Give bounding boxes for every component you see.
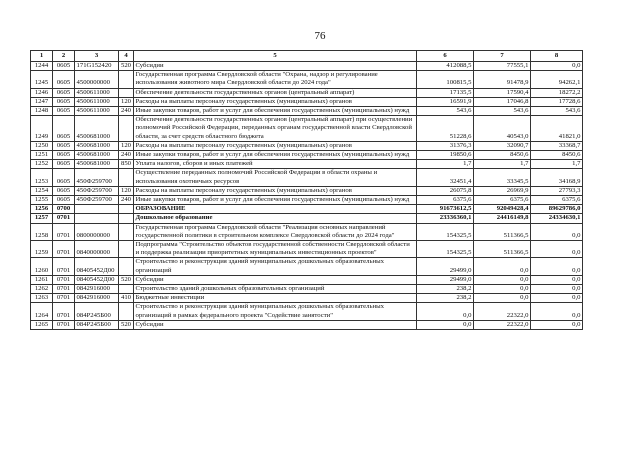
amount-col8-cell: 27793,3 — [531, 186, 583, 195]
row-number-cell: 1251 — [31, 151, 53, 160]
table-row — [31, 241, 583, 258]
section-code-cell: 0701 — [53, 241, 75, 258]
row-number-cell: 1260 — [31, 258, 53, 275]
table-row — [31, 141, 583, 150]
expense-type-cell: 520 — [119, 275, 134, 284]
amount-col8-cell: 6375,6 — [531, 196, 583, 205]
amount-col6-cell: 19850,6 — [417, 151, 474, 160]
row-number-cell: 1257 — [31, 214, 53, 223]
target-code-cell: 08405452Д00 — [75, 275, 119, 284]
section-code-cell: 0701 — [53, 303, 75, 320]
target-code-cell: 450Ф259700 — [75, 169, 119, 186]
target-code-cell: 08405452Д00 — [75, 258, 119, 275]
amount-col8-cell: 1,7 — [531, 160, 583, 169]
expense-type-cell: 520 — [119, 320, 134, 329]
amount-col7-cell: 0,0 — [474, 275, 531, 284]
amount-col8-cell: 0,0 — [531, 223, 583, 240]
column-header: 2 — [53, 51, 75, 62]
amount-col7-cell: 33345,5 — [474, 169, 531, 186]
expense-type-cell: 240 — [119, 107, 134, 116]
table-row — [31, 320, 583, 329]
amount-col7-cell: 24416149,8 — [474, 214, 531, 223]
column-header: 6 — [417, 51, 474, 62]
amount-col6-cell: 26075,8 — [417, 186, 474, 195]
row-number-cell: 1254 — [31, 186, 53, 195]
column-header: 5 — [134, 51, 417, 62]
expense-type-cell: 520 — [119, 62, 134, 71]
table-row — [31, 97, 583, 106]
table-row — [31, 258, 583, 275]
target-code-cell: 0840000000 — [75, 241, 119, 258]
column-header: 1 — [31, 51, 53, 62]
expense-type-cell — [119, 223, 134, 240]
amount-col6-cell: 412088,5 — [417, 62, 474, 71]
expense-type-cell — [119, 214, 134, 223]
table-row — [31, 223, 583, 240]
amount-col6-cell: 238,2 — [417, 294, 474, 303]
row-number-cell: 1246 — [31, 88, 53, 97]
expense-type-cell: 120 — [119, 141, 134, 150]
target-code-cell: 084Р245Б00 — [75, 320, 119, 329]
table-row — [31, 205, 583, 214]
amount-col6-cell: 31376,3 — [417, 141, 474, 150]
expense-type-cell: 120 — [119, 186, 134, 195]
amount-col8-cell: 0,0 — [531, 241, 583, 258]
item-name-cell: Иные закупки товаров, работ и услуг для обеспечения государственных (муниципальных) нужд — [134, 196, 417, 205]
section-code-cell: 0701 — [53, 285, 75, 294]
expense-type-cell: 410 — [119, 294, 134, 303]
row-number-cell: 1263 — [31, 294, 53, 303]
row-number-cell: 1253 — [31, 169, 53, 186]
column-header: 7 — [474, 51, 531, 62]
amount-col6-cell: 154325,5 — [417, 241, 474, 258]
amount-col7-cell: 17590,4 — [474, 88, 531, 97]
table-row — [31, 151, 583, 160]
row-number-cell: 1265 — [31, 320, 53, 329]
target-code-cell: 4500000000 — [75, 71, 119, 88]
amount-col6-cell: 0,0 — [417, 320, 474, 329]
item-name-cell: Государственная программа Свердловской области "Охрана, надзор и регулирование использования животного мира Свердловской области до 2024 года" — [134, 71, 417, 88]
amount-col6-cell: 29499,0 — [417, 275, 474, 284]
amount-col6-cell: 1,7 — [417, 160, 474, 169]
page-number: 76 — [314, 30, 326, 42]
amount-col6-cell: 91673612,5 — [417, 205, 474, 214]
target-code-cell: 450Ф259700 — [75, 196, 119, 205]
item-name-cell: Уплата налогов, сборов и иных платежей — [134, 160, 417, 169]
amount-col8-cell: 0,0 — [531, 294, 583, 303]
table-row — [31, 169, 583, 186]
amount-col6-cell: 238,2 — [417, 285, 474, 294]
amount-col7-cell: 8450,6 — [474, 151, 531, 160]
row-number-cell: 1247 — [31, 97, 53, 106]
section-code-cell: 0605 — [53, 71, 75, 88]
amount-col8-cell: 34168,9 — [531, 169, 583, 186]
table-body — [31, 62, 583, 330]
expense-type-cell: 240 — [119, 151, 134, 160]
item-name-cell: Обеспечение деятельности государственных органов (центральный аппарат) — [134, 88, 417, 97]
table-row — [31, 214, 583, 223]
target-code-cell: 171G152420 — [75, 62, 119, 71]
target-code-cell: 084Р245Б00 — [75, 303, 119, 320]
expense-type-cell — [119, 303, 134, 320]
item-name-cell: Строительство и реконструкция зданий муниципальных дошкольных образовательных организаций в рамках федерального проекта "Содействие занятости" — [134, 303, 417, 320]
target-code-cell — [75, 205, 119, 214]
section-code-cell: 0605 — [53, 169, 75, 186]
row-number-cell: 1264 — [31, 303, 53, 320]
section-code-cell: 0605 — [53, 186, 75, 195]
table-row — [31, 88, 583, 97]
item-name-cell: Бюджетные инвестиции — [134, 294, 417, 303]
table-row — [31, 275, 583, 284]
row-number-cell: 1249 — [31, 116, 53, 142]
amount-col8-cell: 0,0 — [531, 285, 583, 294]
column-header: 8 — [531, 51, 583, 62]
amount-col7-cell: 92049428,4 — [474, 205, 531, 214]
amount-col6-cell: 16591,9 — [417, 97, 474, 106]
row-number-cell: 1255 — [31, 196, 53, 205]
section-code-cell: 0701 — [53, 275, 75, 284]
item-name-cell: Подпрограмма "Строительство объектов государственной собственности Свердловской области и поддержка реализации приоритетных муниципальных инвестиционных проектов" — [134, 241, 417, 258]
target-code-cell: 4500681000 — [75, 116, 119, 142]
item-name-cell: Государственная программа Свердловской области "Реализация основных направлений государственной политики в строительном комплексе Свердловской области до 2024 года" — [134, 223, 417, 240]
budget-table — [30, 50, 583, 330]
amount-col7-cell: 40543,0 — [474, 116, 531, 142]
section-code-cell: 0701 — [53, 294, 75, 303]
target-code-cell: 4500611000 — [75, 88, 119, 97]
section-code-cell: 0605 — [53, 97, 75, 106]
target-code-cell — [75, 214, 119, 223]
row-number-cell: 1259 — [31, 241, 53, 258]
target-code-cell: 4500681000 — [75, 151, 119, 160]
amount-col7-cell: 6375,6 — [474, 196, 531, 205]
amount-col6-cell: 29499,0 — [417, 258, 474, 275]
target-code-cell: 0800000000 — [75, 223, 119, 240]
expense-type-cell — [119, 169, 134, 186]
expense-type-cell: 240 — [119, 196, 134, 205]
amount-col7-cell: 1,7 — [474, 160, 531, 169]
row-number-cell: 1261 — [31, 275, 53, 284]
amount-col7-cell: 22322,0 — [474, 303, 531, 320]
section-code-cell: 0701 — [53, 214, 75, 223]
section-code-cell: 0605 — [53, 151, 75, 160]
row-number-cell: 1248 — [31, 107, 53, 116]
expense-type-cell — [119, 71, 134, 88]
amount-col8-cell: 33368,7 — [531, 141, 583, 150]
table-row — [31, 294, 583, 303]
item-name-cell: Иные закупки товаров, работ и услуг для обеспечения государственных (муниципальных) нужд — [134, 151, 417, 160]
amount-col6-cell: 51228,6 — [417, 116, 474, 142]
amount-col7-cell: 32090,7 — [474, 141, 531, 150]
table-row — [31, 285, 583, 294]
expense-type-cell — [119, 116, 134, 142]
row-number-cell: 1262 — [31, 285, 53, 294]
amount-col7-cell: 26969,9 — [474, 186, 531, 195]
section-code-cell: 0605 — [53, 107, 75, 116]
section-code-cell: 0605 — [53, 88, 75, 97]
amount-col8-cell: 17728,6 — [531, 97, 583, 106]
section-code-cell: 0605 — [53, 116, 75, 142]
item-name-cell: Расходы на выплаты персоналу государственных (муниципальных) органов — [134, 97, 417, 106]
item-name-cell: Иные закупки товаров, работ и услуг для обеспечения государственных (муниципальных) нужд — [134, 107, 417, 116]
table-row — [31, 71, 583, 88]
item-name-cell: Субсидии — [134, 275, 417, 284]
target-code-cell: 4500681000 — [75, 160, 119, 169]
amount-col6-cell: 32451,4 — [417, 169, 474, 186]
amount-col7-cell: 22322,0 — [474, 320, 531, 329]
expense-type-cell — [119, 241, 134, 258]
amount-col7-cell: 91478,9 — [474, 71, 531, 88]
row-number-cell: 1252 — [31, 160, 53, 169]
item-name-cell: Дошкольное образование — [134, 214, 417, 223]
table-row — [31, 116, 583, 142]
target-code-cell: 4500681000 — [75, 141, 119, 150]
amount-col8-cell: 0,0 — [531, 303, 583, 320]
amount-col7-cell: 0,0 — [474, 258, 531, 275]
table-row — [31, 186, 583, 195]
row-number-cell: 1258 — [31, 223, 53, 240]
item-name-cell: Субсидии — [134, 62, 417, 71]
amount-col8-cell: 8450,6 — [531, 151, 583, 160]
amount-col7-cell: 543,6 — [474, 107, 531, 116]
item-name-cell: ОБРАЗОВАНИЕ — [134, 205, 417, 214]
amount-col6-cell: 154325,5 — [417, 223, 474, 240]
item-name-cell: Осуществление переданных полномочий Российской Федерации в области охраны и использования охотничьих ресурсов — [134, 169, 417, 186]
amount-col8-cell: 0,0 — [531, 275, 583, 284]
table-row — [31, 160, 583, 169]
expense-type-cell — [119, 205, 134, 214]
table-row — [31, 303, 583, 320]
table-row — [31, 107, 583, 116]
amount-col6-cell: 6375,6 — [417, 196, 474, 205]
item-name-cell: Расходы на выплаты персоналу государственных (муниципальных) органов — [134, 186, 417, 195]
section-code-cell: 0701 — [53, 223, 75, 240]
section-code-cell: 0605 — [53, 160, 75, 169]
item-name-cell: Строительство зданий дошкольных образовательных организаций — [134, 285, 417, 294]
expense-type-cell: 120 — [119, 97, 134, 106]
expense-type-cell: 850 — [119, 160, 134, 169]
column-header: 3 — [75, 51, 119, 62]
amount-col8-cell: 0,0 — [531, 320, 583, 329]
amount-col7-cell: 0,0 — [474, 285, 531, 294]
item-name-cell: Субсидии — [134, 320, 417, 329]
amount-col8-cell: 24334630,1 — [531, 214, 583, 223]
amount-col8-cell: 41821,0 — [531, 116, 583, 142]
section-code-cell: 0605 — [53, 62, 75, 71]
section-code-cell: 0700 — [53, 205, 75, 214]
item-name-cell: Обеспечение деятельности государственных органов (центральный аппарат) при осуществлении полномочий Российской Федерации, переданных органам государственной власти Свердловской области, за счет средств областного бюджета — [134, 116, 417, 142]
section-code-cell: 0605 — [53, 196, 75, 205]
amount-col8-cell: 89629786,0 — [531, 205, 583, 214]
section-code-cell: 0701 — [53, 320, 75, 329]
row-number-cell: 1245 — [31, 71, 53, 88]
target-code-cell: 4500611000 — [75, 107, 119, 116]
amount-col8-cell: 0,0 — [531, 62, 583, 71]
amount-col8-cell: 543,6 — [531, 107, 583, 116]
amount-col7-cell: 511366,5 — [474, 223, 531, 240]
amount-col7-cell: 17046,8 — [474, 97, 531, 106]
column-header: 4 — [119, 51, 134, 62]
expense-type-cell — [119, 285, 134, 294]
amount-col6-cell: 17135,5 — [417, 88, 474, 97]
expense-type-cell — [119, 88, 134, 97]
amount-col6-cell: 543,6 — [417, 107, 474, 116]
section-code-cell: 0701 — [53, 258, 75, 275]
section-code-cell: 0605 — [53, 141, 75, 150]
row-number-cell: 1244 — [31, 62, 53, 71]
item-name-cell: Строительство и реконструкция зданий муниципальных дошкольных образовательных организаций — [134, 258, 417, 275]
amount-col7-cell: 0,0 — [474, 294, 531, 303]
table-row — [31, 196, 583, 205]
item-name-cell: Расходы на выплаты персоналу государственных (муниципальных) органов — [134, 141, 417, 150]
amount-col8-cell: 94262,1 — [531, 71, 583, 88]
amount-col6-cell: 0,0 — [417, 303, 474, 320]
amount-col6-cell: 23336360,1 — [417, 214, 474, 223]
amount-col8-cell: 0,0 — [531, 258, 583, 275]
row-number-cell: 1256 — [31, 205, 53, 214]
target-code-cell: 4500611000 — [75, 97, 119, 106]
row-number-cell: 1250 — [31, 141, 53, 150]
target-code-cell: 0842916000 — [75, 285, 119, 294]
amount-col7-cell: 511366,5 — [474, 241, 531, 258]
target-code-cell: 0842916000 — [75, 294, 119, 303]
target-code-cell: 450Ф259700 — [75, 186, 119, 195]
table-header-row — [31, 51, 583, 62]
amount-col8-cell: 18272,2 — [531, 88, 583, 97]
amount-col7-cell: 77555,1 — [474, 62, 531, 71]
expense-type-cell — [119, 258, 134, 275]
table-row — [31, 62, 583, 71]
amount-col6-cell: 100815,5 — [417, 71, 474, 88]
